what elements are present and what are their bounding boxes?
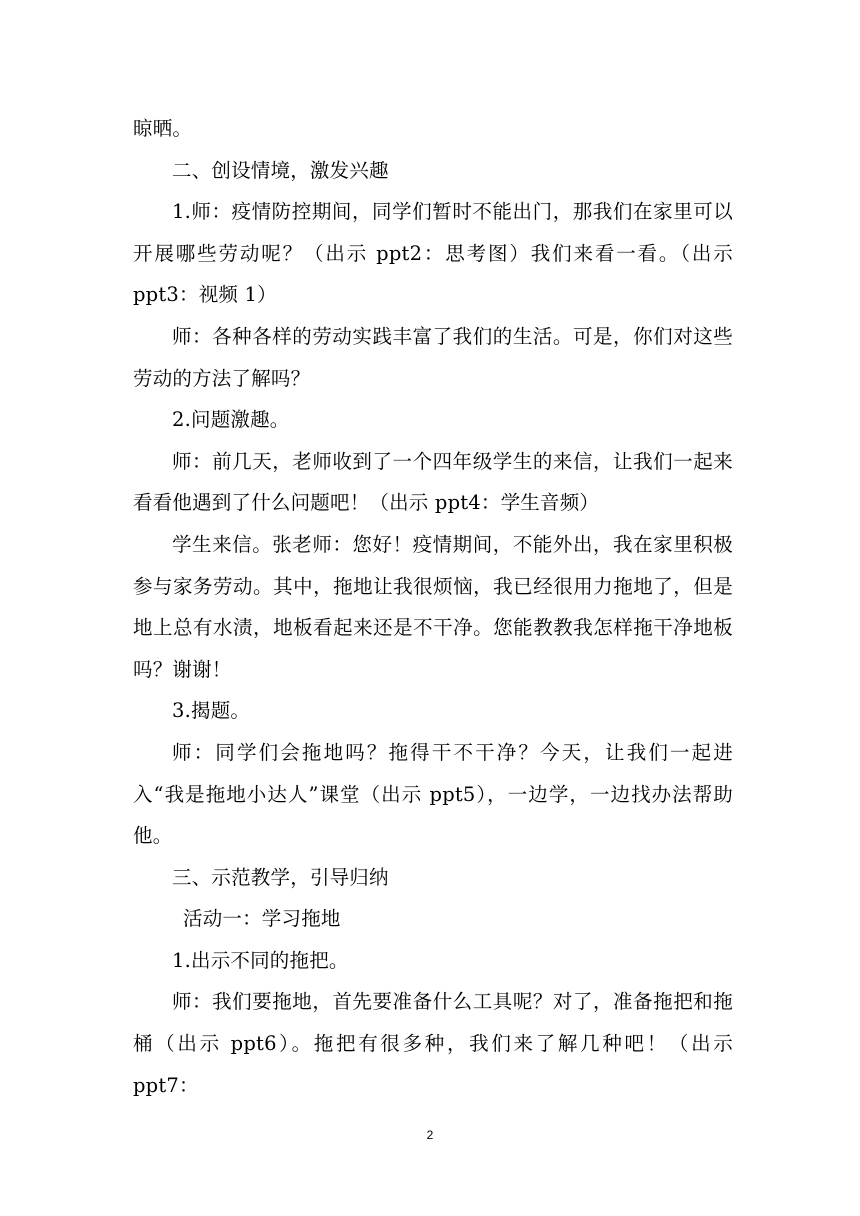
paragraph: 3.揭题。 — [172, 699, 251, 723]
paragraph: 师：同学们会拖地吗？拖得干不干净？今天，让我们一起进入“我是拖地小达人”课堂（出示 ppt5），一边学，一边找办法帮助他。 — [133, 740, 733, 848]
page-number: 2 — [426, 1128, 434, 1142]
paragraph: 学生来信。张老师：您好！疫情期间，不能外出，我在家里积极参与家务劳动。其中，拖地让我很烦恼，我已经很用力拖地了，但是地上总有水渍，地板看起来还是不干净。您能教教我怎样拖干净地板吗？谢谢！ — [133, 532, 733, 681]
section-heading: 二、创设情境，激发兴趣 — [172, 158, 389, 182]
paragraph: 1.师：疫情防控期间，同学们暂时不能出门，那我们在家里可以开展哪些劳动呢？（出示 ppt2：思考图）我们来看一看。（出示 ppt3：视频 1） — [133, 200, 733, 307]
section-heading: 三、示范教学，引导归纳 — [172, 865, 389, 889]
paragraph: 师：前几天，老师收到了一个四年级学生的来信，让我们一起来看看他遇到了什么问题吧！（出示 ppt4：学生音频） — [133, 449, 733, 515]
document-body — [133, 108, 733, 1106]
paragraph: 1.出示不同的拖把。 — [172, 948, 349, 972]
paragraph: 师：各种各样的劳动实践丰富了我们的生活。可是，你们对这些劳动的方法了解吗？ — [133, 324, 733, 390]
paragraph: 师：我们要拖地，首先要准备什么工具呢？对了，准备拖把和拖桶（出示 ppt6）。拖把有很多种，我们来了解几种吧！（出示 ppt7： — [133, 990, 733, 1097]
paragraph: 2.问题激趣。 — [172, 408, 290, 432]
activity-heading: 活动一：学习拖地 — [183, 907, 341, 931]
paragraph: 晾晒。 — [133, 117, 193, 140]
